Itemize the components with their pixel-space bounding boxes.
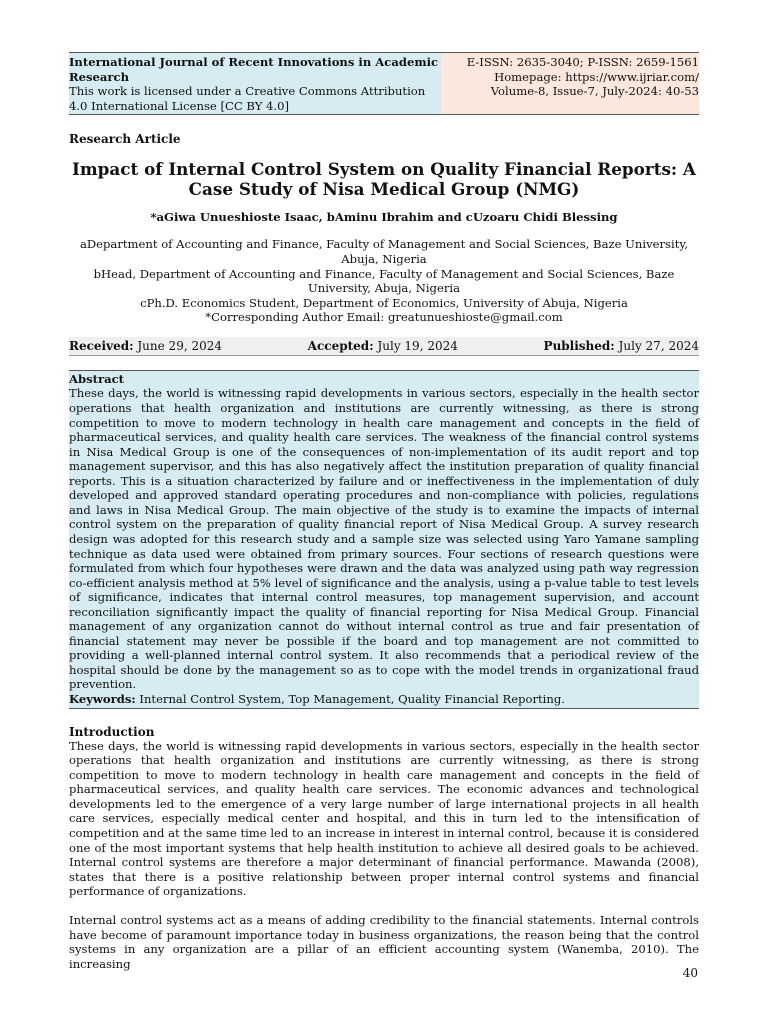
- accepted-date: [308, 339, 458, 353]
- affiliation-c: cPh.D. Economics Student, Department of Economics, University of Abuja, Nigeria: [140, 295, 628, 310]
- volume-info: Volume-8, Issue-7, July-2024: 40-53: [490, 84, 699, 99]
- corresponding-author: *Corresponding Author Email: greatunueshioste@gmail.com: [205, 310, 563, 325]
- keywords-label: Keywords:: [69, 691, 136, 706]
- keywords-value: Internal Control System, Top Management, Quality Financial Reporting.: [139, 691, 565, 706]
- received-value: June 29, 2024: [137, 338, 222, 353]
- accepted-value: July 19, 2024: [377, 338, 458, 353]
- received-label: Received:: [69, 338, 134, 353]
- affiliation-b: bHead, Department of Accounting and Finance, Faculty of Management and Social Sciences, Baze University, Abuja, Nigeria: [93, 266, 675, 296]
- journal-title: International Journal of Recent Innovations in Academic Research: [69, 55, 439, 84]
- abstract-heading: Abstract: [69, 371, 125, 386]
- paper-title: Impact of Internal Control System on Quality Financial Reports: A Case Study of Nisa Medical Group (NMG): [72, 159, 696, 200]
- header-left: [69, 53, 441, 114]
- abstract-text: These days, the world is witnessing rapid developments in various sectors, especially in the health sector operations that health organization and institutions are currently witnessing, as there is strong competition to move to modern technology in health care management and concepts in the field of pharmaceutical services, and quality health care services. The weakness of the financial control systems in Nisa Medical Group is one of the consequences of non-implementation of its audit report and top management supervisor, and this has also negatively affect the institution preparation of quality financial reports. This is a situation characterized by failure and or ineffectiveness in the implementation of duly developed and approved standard operating procedures and non-compliance with policies, regulations and laws in Nisa Medical Group. The main objective of the study is to examine the impacts of internal control system on the preparation of quality financial report of Nisa Medical Group. A survey research design was adopted for this research study and a sample size was selected using Yaro Yamane sampling technique as data used were obtained from primary sources. Four sections of research questions were formulated from which four hypotheses were drawn and the data was analyzed using path way regression co-efficient analysis method at 5% level of significance and the analysis, using a p-value table to test levels of significance, indicates that internal control measures, top management supervision, and account reconciliation significantly impact the quality of financial reporting for Nisa Medical Group. Financial management of any organization cannot do without internal control as true and fair presentation of financial statement may never be possible if the board and top management are not committed to providing a well-planned internal control system. It also recommends that a periodical review of the hospital should be done by the management so as to cope with the model trends in organizational fraud prevention.: [69, 386, 699, 692]
- authors: *aGiwa Unueshioste Isaac, bAminu Ibrahim and cUzoaru Chidi Blessing: [150, 210, 618, 225]
- homepage: Homepage: https://www.ijriar.com/: [494, 69, 699, 84]
- affiliations: [69, 237, 699, 325]
- paper-page: [69, 52, 699, 971]
- affiliation-a: aDepartment of Accounting and Finance, Faculty of Management and Social Sciences, Baze University, Abuja, Nigeria: [79, 237, 689, 266]
- journal-header: [69, 52, 699, 115]
- published-label: Published:: [543, 338, 615, 353]
- received-date: [69, 339, 222, 353]
- header-right: [441, 53, 699, 114]
- issn: E-ISSN: 2635-3040; P-ISSN: 2659-1561: [466, 55, 699, 69]
- introduction-paragraph-2: Internal control systems act as a means of adding credibility to the financial statements. Internal controls have become of paramount importance today in business organizations, the reason being that the control systems in any organization are a pillar of an efficient accounting system (Wanemba, 2010). The increasing: [69, 913, 699, 971]
- introduction-paragraph-1: These days, the world is witnessing rapid developments in various sectors, especially in the health sector operations that health organization and institutions are currently witnessing, as there is strong competition to move to modern technology in health care management and concepts in the field of pharmaceutical services, and quality health care services. The economic advances and technological developments led to the emergence of a very large number of large international projects in all health care services, especially medical center and hospital, and this in turn led to the intensification of competition and at the same time led to an increase in interest in internal control, because it is considered one of the most important systems that help health institution to achieve all desired goals to be achieved. Internal control systems are therefore a major determinant of financial performance. Mawanda (2008), states that there is a positive relationship between proper internal control systems and financial performance of organizations.: [69, 738, 699, 899]
- license-text: This work is licensed under a Creative Commons Attribution 4.0 International License [CC BY 4.0]: [69, 84, 426, 113]
- published-value: July 27, 2024: [618, 338, 699, 353]
- abstract-box: [69, 370, 699, 709]
- page-number: 40: [682, 966, 698, 980]
- accepted-label: Accepted:: [307, 338, 374, 353]
- published-date: [544, 339, 699, 353]
- introduction-heading: Introduction: [69, 724, 155, 739]
- dates-bar: [69, 337, 699, 356]
- keywords: [69, 692, 699, 707]
- article-type: Research Article: [69, 132, 181, 147]
